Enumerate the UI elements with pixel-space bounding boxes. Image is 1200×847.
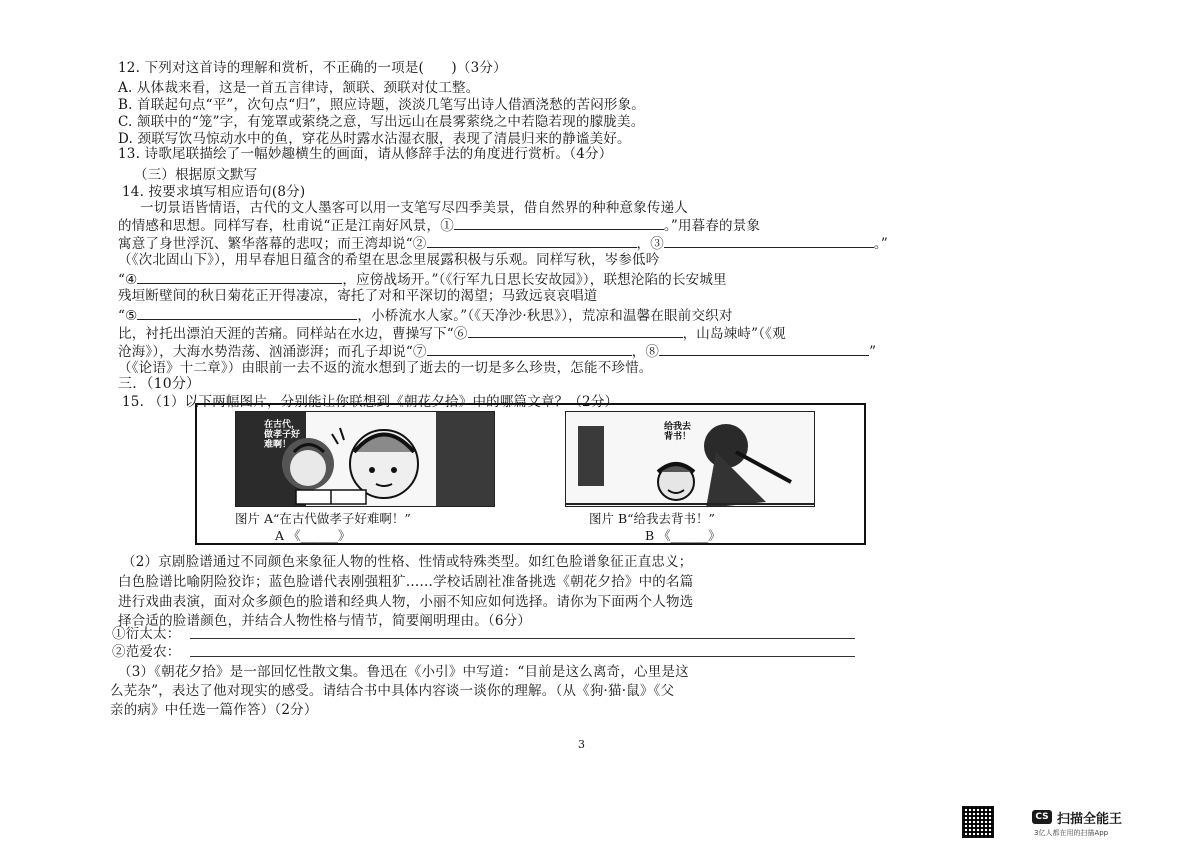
section-heading-recitation: （三）根据原文默写 xyxy=(134,167,258,183)
q14-text: 比，衬托出漂泊天涯的苦痛。同样站在水边，曹操写下“⑥ xyxy=(118,326,468,342)
picture-a xyxy=(235,411,495,507)
answer-line-fan-ainong[interactable] xyxy=(190,656,855,657)
blank-4[interactable] xyxy=(137,270,342,284)
pictures-frame xyxy=(195,403,866,545)
q14-text: “④ xyxy=(118,272,138,288)
q12-stem: 12. 下列对这首诗的理解和赏析，不正确的一项是( )（3分） xyxy=(118,60,507,76)
q14-text: 寓意了身世浮沉、繁华落幕的悲叹；而王湾却说“② xyxy=(118,236,427,252)
q14-paragraph-line xyxy=(118,342,876,361)
q14-text: ，③ xyxy=(636,236,664,252)
blank-3[interactable] xyxy=(664,234,874,248)
q14-paragraph-line: 一切景语皆情语，古代的文人墨客可以用一支笔写尽四季美景，借自然界的种种意象传递人 xyxy=(140,200,688,216)
q14-text: ，山岛竦峙”（《观 xyxy=(682,326,786,342)
blank-7[interactable] xyxy=(427,342,632,356)
q15-2-line: （2）京剧脸谱通过不同颜色来象征人物的性格、性情或特殊类型。如红色脸谱象征正直忠义； xyxy=(122,554,693,570)
q15-3-line: （3）《朝花夕拾》是一部回忆性散文集。鲁迅在《小引》中写道：“目前是这么离奇，心里是这 xyxy=(118,664,689,680)
q15-2-line: 进行戏曲表演，面对众多颜色的脸谱和经典人物，小丽不知应如何选择。请你为下面两个人物选 xyxy=(118,594,694,610)
q14-paragraph-line xyxy=(118,324,786,343)
answer-label-yan-taitai: ①衍太太： xyxy=(112,626,181,642)
picture-a-caption: 图片 A“在古代做孝子好难啊！” xyxy=(235,511,411,526)
q15-3-line: 亲的病》中任选一篇作答）（2分） xyxy=(110,702,318,718)
q15-2-line: 择合适的脸谱颜色，并结合人物性格与情节，简要阐明理由。（6分） xyxy=(118,613,532,629)
q14-text: ，⑧ xyxy=(631,344,660,360)
picture-a-answer: A 《______》 xyxy=(275,528,351,543)
scanner-app-name: 扫描全能王 xyxy=(1057,812,1123,827)
q13-stem: 13. 诗歌尾联描绘了一幅妙趣横生的画面，请从修辞手法的角度进行赏析。（4分） xyxy=(118,146,613,162)
q14-paragraph-line xyxy=(118,216,760,235)
q15-3-line: 么芜杂”，表达了他对现实的感受。请结合书中具体内容谈一谈你的理解。（从《狗·猫·鼠》《父 xyxy=(110,683,675,699)
section-heading-three: 三．（10分） xyxy=(118,376,201,392)
picture-a-speech-bubble: 在古代， 做孝子好 难啊！ xyxy=(264,420,301,450)
q14-paragraph-line xyxy=(118,234,888,253)
picture-b-speech-bubble: 给我去 背书！ xyxy=(664,422,692,442)
answer-label-fan-ainong: ②范爱农： xyxy=(112,644,181,660)
q14-text: ，应傍战场开。”（《行军九日思长安故园》），联想沦陷的长安城里 xyxy=(342,272,727,288)
cs-logo-icon: CS xyxy=(1032,810,1052,824)
q14-text: 的情感和思想。同样写春，杜甫说“正是江南好风景，① xyxy=(118,218,454,234)
q14-paragraph-line: （《次北固山下》），用早春旭日蕴含的希望在思念里展露积极与乐观。同样写秋，岑参低吟 xyxy=(118,252,660,268)
blank-1[interactable] xyxy=(454,216,664,230)
q14-text: ，小桥流水人家。”（《天净沙·秋思》），荒凉和温馨在眼前交织对 xyxy=(357,308,733,324)
qr-code-icon xyxy=(962,806,994,838)
q12-option-d: D. 颈联写饮马惊动水中的鱼，穿花丛时露水沾湿衣服，表现了清晨归来的静谧美好。 xyxy=(118,131,631,147)
blank-6[interactable] xyxy=(468,324,683,338)
q14-paragraph-line xyxy=(118,270,727,289)
picture-b-answer: B 《______》 xyxy=(645,528,721,543)
q14-text: ” xyxy=(869,344,877,360)
answer-line-yan-taitai[interactable] xyxy=(190,638,855,639)
q14-stem: 14. 按要求填写相应语句(8分) xyxy=(122,184,306,200)
q15-2-line: 白色脸谱比喻阴险狡诈；蓝色脸谱代表刚强粗犷……学校话剧社准备挑选《朝花夕拾》中的名篇 xyxy=(118,574,694,590)
q14-paragraph-line xyxy=(118,306,733,325)
q14-text: “⑤ xyxy=(118,308,138,324)
scanner-tagline: 3亿人都在用的扫描App xyxy=(1034,829,1109,837)
page-number: 3 xyxy=(578,738,585,751)
q15-1-stem: 15. （1）以下两幅图片，分别能让你联想到《朝花夕拾》中的哪篇文章？（2分） xyxy=(122,394,619,410)
picture-b-caption: 图片 B“给我去背书！” xyxy=(589,511,715,526)
blank-2[interactable] xyxy=(427,234,637,248)
q14-text: 。”用暮春的景象 xyxy=(663,218,761,234)
q12-option-c: C. 颔联中的“笼”字，有笼罩或萦绕之意，写出远山在晨雾萦绕之中若隐若现的朦胧美。 xyxy=(118,114,645,130)
q14-paragraph-line: 残垣断壁间的秋日菊花正开得凄凉，寄托了对和平深切的渴望；马致远哀哀唱道 xyxy=(118,288,598,304)
q14-paragraph-line: （《论语》十二章》）由眼前一去不返的流水想到了逝去的一切是多么珍贵，怎能不珍惜。 xyxy=(118,360,653,376)
blank-8[interactable] xyxy=(659,342,869,356)
q14-text: 。” xyxy=(873,236,888,252)
q12-option-b: B. 首联起句点“平”，次句点“归”，照应诗题，淡淡几笔写出诗人借酒浇愁的苦闷形象。 xyxy=(118,97,646,113)
picture-b xyxy=(565,411,815,507)
q14-text: 沧海》），大海水势浩荡、汹涌澎湃；而孔子却说“⑦ xyxy=(118,344,427,360)
blank-5[interactable] xyxy=(137,306,357,320)
q12-option-a: A. 从体裁来看，这是一首五言律诗，颔联、颈联对仗工整。 xyxy=(118,80,480,96)
